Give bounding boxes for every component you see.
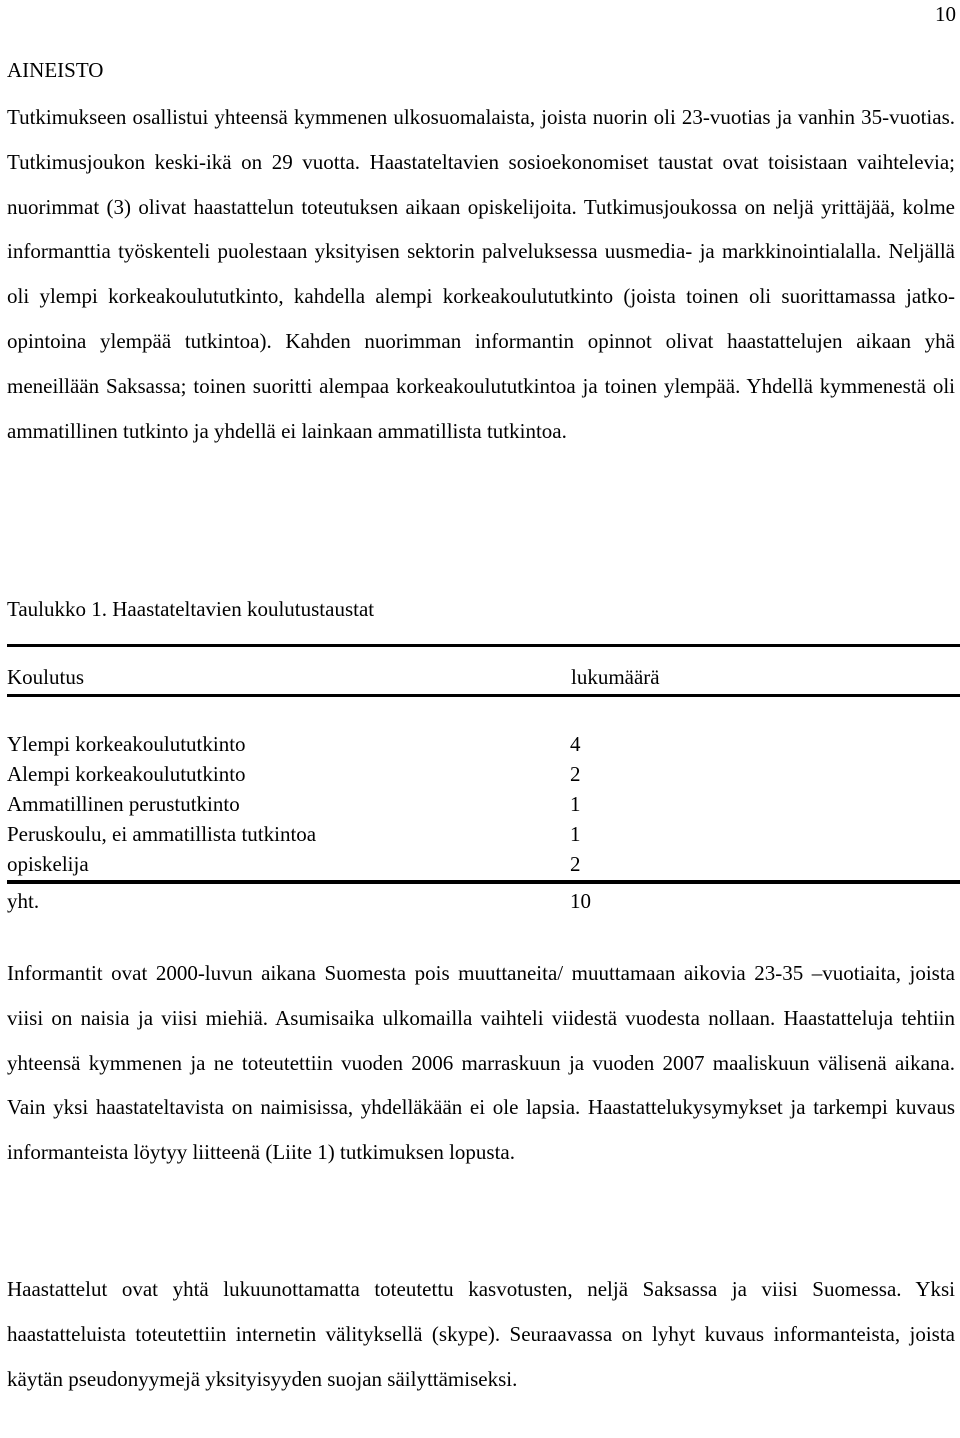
table-total-count: 10 [570, 889, 591, 913]
table-cell-count: 1 [570, 792, 581, 816]
table-cell-count: 4 [570, 732, 581, 756]
paragraph-participants: Tutkimukseen osallistui yhteensä kymmenen ulkosuomalaista, joista nuorin oli 23-vuotias ja vanhin 35-vuotias. Tutkimusjoukon keski-ikä on 29 vuotta. Haastateltavien sosioekonomiset taustat ovat toisistaan vaihtelevia; nuorimmat (3) olivat haastattelun toteutuksen aikaan opiskelijoita. Tutkimusjoukossa on neljä yrittäjää, kolme informanttia työskenteli puolestaan yksityisen sektorin palveluksessa uusmedia- ja markkinointialalla. Neljällä oli ylempi korkeakoulututkinto, kahdella alempi korkeakoulututkinto (joista toinen oli suorittamassa jatko-opintoina ylempää tutkintoa). Kahden nuorimman informantin opinnot olivat haastattelujen aikaan yhä meneillään Saksassa; toinen suoritti alempaa korkeakoulututkintoa ja toinen ylempää. Yhdellä kymmenestä oli ammatillinen tutkinto ja yhdellä ei lainkaan ammatillista tutkintoa. [7, 105, 955, 443]
paragraph-interviews: Haastattelut ovat yhtä lukuunottamatta toteutettu kasvotusten, neljä Saksassa ja viisi Suomessa. Yksi haastatteluista toteutettiin internetin välityksellä (skype). Seuraavassa on lyhyt kuvaus informanteista, joista käytän pseudonyymejä yksityisyyden suojan säilyttämiseksi. [7, 1277, 955, 1391]
table-cell-education: Alempi korkeakoulututkinto [7, 762, 246, 786]
table-cell-education: Ammatillinen perustutkinto [7, 792, 240, 816]
table-cell-education: opiskelija [7, 852, 89, 876]
table-top-rule [7, 644, 960, 647]
table-header-rule [7, 694, 960, 697]
table-cell-education: Peruskoulu, ei ammatillista tutkintoa [7, 822, 317, 846]
section-heading: AINEISTO [7, 58, 104, 82]
table-cell-count: 1 [570, 822, 581, 846]
paragraph-informants: Informantit ovat 2000-luvun aikana Suomesta pois muuttaneita/ muuttamaan aikovia 23-35 –vuotiaita, joista viisi on naisia ja viisi miehiä. Asumisaika ulkomailla vaihteli viidestä vuodesta nollaan. Haastatteluja tehtiin yhteensä kymmenen ja ne toteutettiin vuoden 2006 marraskuun ja vuoden 2007 maaliskuun välisenä aikana. Vain yksi haastateltavista on naimisissa, yhdelläkään ei ole lapsia. Haastattelukysymykset ja tarkempi kuvaus informanteista löytyy liitteenä (Liite 1) tutkimuksen lopusta. [7, 961, 955, 1165]
table-header-education: Koulutus [7, 665, 85, 689]
table-header-count: lukumäärä [571, 665, 660, 689]
table-cell-count: 2 [570, 852, 581, 876]
table-cell-count: 2 [570, 762, 581, 786]
table-caption: Taulukko 1. Haastateltavien koulutustaustat [7, 597, 375, 621]
table-total-label: yht. [7, 889, 40, 913]
page-number: 10 [935, 2, 956, 26]
table-cell-education: Ylempi korkeakoulututkinto [7, 732, 246, 756]
table-total-rule [7, 880, 960, 884]
